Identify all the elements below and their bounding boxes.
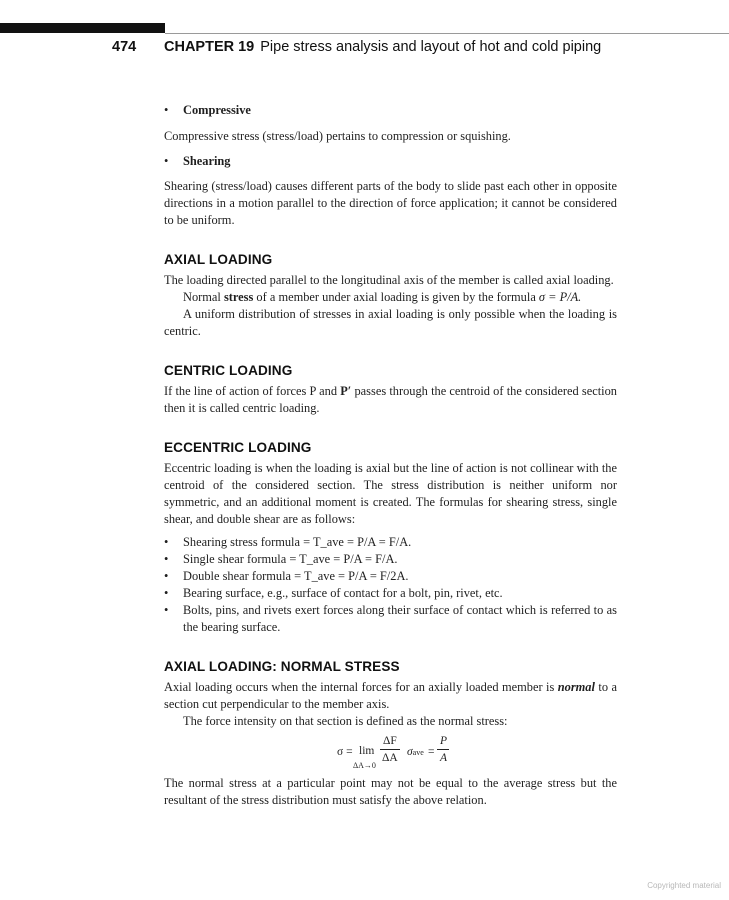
header-rule [165,33,729,34]
heading-centric-loading: CENTRIC LOADING [164,363,293,378]
formula-lim: lim [359,745,375,757]
shear-formula-list [164,534,617,636]
axial-paragraph-1: The loading directed parallel to the longitudinal axis of the member is called axial loading. [164,273,614,287]
axial-paragraph-2: Normal stress of a member under axial loading is given by the formula σ = P/A. [183,290,582,304]
copyright-watermark: Copyrighted material [647,881,721,890]
list-item: • Bearing surface, e.g., surface of contact for a bolt, pin, rivet, etc. [164,586,503,600]
formula-sigma-ave: σave [407,746,424,758]
bullet-dot: • [164,154,169,168]
bullet-shearing-label: Shearing [183,154,231,168]
axial-paragraph-3: A uniform distribution of stresses in axial loading is only possible when the loading is centric. [164,307,617,338]
heading-eccentric-loading: ECCENTRIC LOADING [164,440,312,455]
normal-stress-paragraph-2: The force intensity on that section is defined as the normal stress: [183,714,508,728]
heading-axial-loading: AXIAL LOADING [164,252,273,267]
formula-equals: = [428,746,435,758]
page-number: 474 [112,39,137,55]
normal-stress-paragraph-1: Axial loading occurs when the internal forces for an axially loaded member is normal to a section cut perpendicular to the member axis. [164,680,617,711]
bullet-compressive [164,102,617,119]
page-body [164,102,617,809]
heading-axial-normal-stress: AXIAL LOADING: NORMAL STRESS [164,659,400,674]
formula-sigma: σ = [337,746,353,758]
list-item: • Double shear formula = T_ave = P/A = F/2A. [164,569,409,583]
header-black-bar [0,23,165,33]
bullet-shearing [164,153,617,170]
chapter-title: Pipe stress analysis and layout of hot and cold piping [260,39,602,55]
normal-stress-formula [164,733,617,771]
formula-den-a: A [440,752,448,764]
formula-num-p: P [440,735,448,747]
list-item: • Bolts, pins, and rivets exert forces along their surface of contact which is referred to as the bearing surface. [164,603,617,634]
chapter-label: CHAPTER 19 [164,39,255,55]
list-item: • Shearing stress formula = T_ave = P/A = F/A. [164,535,412,549]
bullet-dot: • [164,103,169,117]
formula-num-df: ΔF [383,735,397,747]
eccentric-paragraph: Eccentric loading is when the loading is axial but the line of action is not collinear with the centroid of the considered section. The stress distribution is neither uniform nor symmetric, and an additional moment is created. The formulas for shearing stress, single shear, and double shear are as follows: [164,461,617,526]
bullet-compressive-label: Compressive [183,103,251,117]
list-item: • Single shear formula = T_ave = P/A = F/A. [164,552,398,566]
normal-stress-paragraph-3: The normal stress at a particular point may not be equal to the average stress but the resultant of the stress distribution must satisfy the above relation. [164,776,617,807]
centric-paragraph: If the line of action of forces P and P′ passes through the centroid of the considered section then it is called centric loading. [164,384,617,415]
formula-den-da: ΔA [382,752,398,764]
formula-lim-sub: ΔA→0 [353,761,376,770]
shearing-paragraph: Shearing (stress/load) causes different parts of the body to slide past each other in opposite directions in a motion parallel to the direction of force application; it cannot be considered to be uniform. [164,179,617,227]
running-head [164,39,601,55]
compressive-paragraph: Compressive stress (stress/load) pertains to compression or squishing. [164,129,511,143]
